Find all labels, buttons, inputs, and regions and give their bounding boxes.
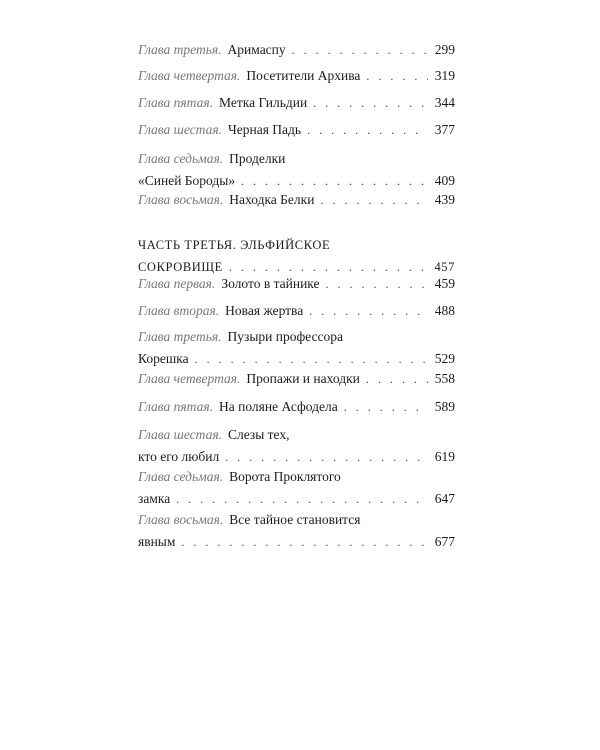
toc-entry[interactable] (138, 509, 455, 553)
leader-dots (176, 488, 428, 510)
chapter-title-continued: явным (138, 534, 176, 549)
chapter-title: Находка Белки (229, 192, 315, 207)
chapter-title: Золото в тайнике (221, 276, 320, 291)
chapter-title: Проделки (229, 151, 286, 166)
page-number: 299 (434, 42, 455, 57)
page-number: 344 (434, 95, 455, 110)
page-number: 589 (434, 399, 455, 414)
page-number: 319 (434, 68, 455, 83)
toc-entry[interactable] (138, 39, 455, 61)
leader-dots (313, 92, 428, 114)
chapter-number: Глава третья. (138, 329, 222, 344)
page-number: 409 (434, 173, 455, 188)
chapter-title: На поляне Асфодела (219, 399, 338, 414)
leader-dots (307, 119, 428, 141)
page-number: 647 (434, 491, 455, 506)
leader-dots (320, 189, 428, 211)
chapter-number: Глава седьмая. (138, 469, 224, 484)
leader-dots (344, 396, 428, 418)
chapter-title: Ворота Проклятого (229, 469, 341, 484)
chapter-number: Глава вторая. (138, 303, 220, 318)
page-number: 488 (434, 303, 455, 318)
leader-dots (309, 300, 428, 322)
leader-dots (181, 531, 428, 553)
toc-entry[interactable] (138, 326, 455, 370)
chapter-title-continued: кто его любил (138, 449, 220, 464)
chapter-title: Новая жертва (225, 303, 304, 318)
chapter-number: Глава шестая. (138, 427, 222, 442)
page-number: 677 (434, 534, 455, 549)
chapter-title: Слезы тех, (227, 427, 290, 442)
chapter-title-continued: замка (138, 491, 171, 506)
chapter-number: Глава восьмая. (138, 512, 224, 527)
page-number: 558 (434, 371, 455, 386)
toc-entry[interactable] (138, 368, 455, 390)
chapter-number: Глава седьмая. (138, 151, 224, 166)
toc-entry[interactable] (138, 65, 455, 87)
leader-dots (225, 446, 428, 468)
toc-entry[interactable] (138, 189, 455, 211)
leader-dots (292, 39, 428, 61)
page-number: 457 (434, 260, 455, 274)
toc-entry[interactable] (138, 119, 455, 141)
leader-dots (195, 348, 428, 370)
chapter-title: Посетители Архива (246, 68, 361, 83)
chapter-number: Глава третья. (138, 42, 222, 57)
chapter-title: Пропажи и находки (246, 371, 360, 386)
chapter-title-continued: Корешка (138, 351, 189, 366)
page-number: 377 (434, 122, 455, 137)
chapter-number: Глава восьмая. (138, 192, 224, 207)
toc-entry[interactable] (138, 424, 455, 468)
chapter-number: Глава четвертая. (138, 68, 241, 83)
leader-dots (326, 273, 428, 295)
page-number: 619 (434, 449, 455, 464)
toc-entry[interactable] (138, 148, 455, 192)
part-heading[interactable] (138, 234, 455, 278)
page-number: 439 (434, 192, 455, 207)
part-title: ЧАСТЬ ТРЕТЬЯ. ЭЛЬФИЙСКОЕ (138, 238, 331, 252)
chapter-number: Глава первая. (138, 276, 216, 291)
chapter-title-continued: «Синей Бороды» (138, 173, 236, 188)
page-number: 459 (434, 276, 455, 291)
chapter-title: Все тайное становится (229, 512, 361, 527)
toc-entry[interactable] (138, 92, 455, 114)
chapter-number: Глава пятая. (138, 95, 213, 110)
toc-entry[interactable] (138, 466, 455, 510)
chapter-title: Черная Падь (227, 122, 302, 137)
toc-entry[interactable] (138, 300, 455, 322)
leader-dots (366, 368, 428, 390)
toc-entry[interactable] (138, 396, 455, 418)
chapter-number: Глава пятая. (138, 399, 213, 414)
chapter-title: Метка Гильдии (219, 95, 308, 110)
leader-dots (366, 65, 428, 87)
chapter-number: Глава шестая. (138, 122, 222, 137)
chapter-title: Пузыри профессора (227, 329, 344, 344)
chapter-number: Глава четвертая. (138, 371, 241, 386)
page-number: 529 (434, 351, 455, 366)
part-title-continued: СОКРОВИЩЕ (138, 260, 223, 274)
chapter-title: Аримаспу (227, 42, 286, 57)
toc-entry[interactable] (138, 273, 455, 295)
